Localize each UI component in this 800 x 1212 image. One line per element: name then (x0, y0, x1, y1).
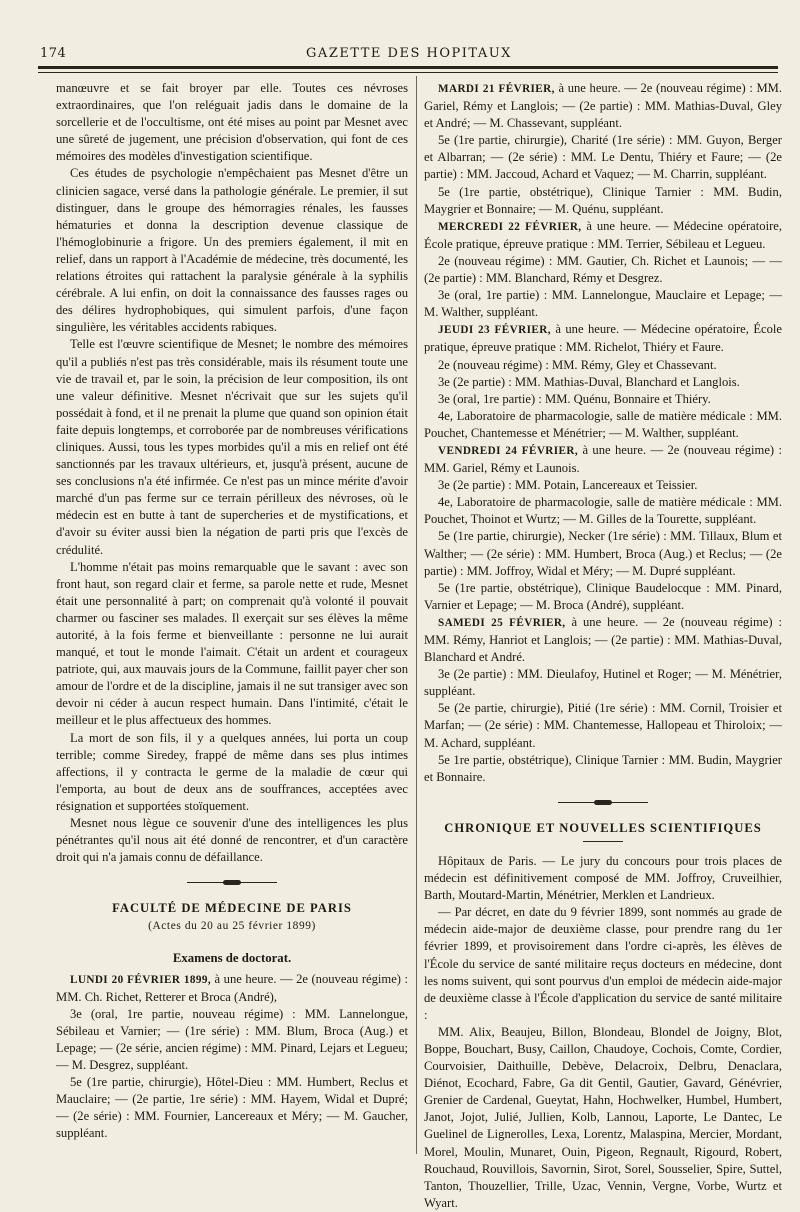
section-ornament (187, 880, 277, 886)
chronicle-title: CHRONIQUE ET NOUVELLES SCIENTIFIQUES (444, 820, 762, 835)
header-rule-thick (38, 66, 778, 69)
exam-text: à une heure. — 2e (nouveau régime) : MM. Rémy, Hanriot et Langlois; — (2e partie) : MM. Mathias-Duval, Blanchard et André. (424, 614, 782, 665)
header-rule-thin (38, 72, 778, 73)
right-column (424, 80, 782, 1210)
exam-entry (56, 1074, 408, 1142)
section-ornament (558, 800, 648, 806)
exam-text: 5e (1re partie, chirurgie), Necker (1re série) : MM. Tillaux, Blum et Walther; — (2e série) : MM. Humbert, Broca (Aug.) et Reclus; — (2e partie) : MM. Joffroy, Widal et Méry; — M. Dupré suppléant. (424, 529, 782, 578)
exam-day-label: JEUDI 23 FÉVRIER, (438, 324, 551, 337)
exam-entry (424, 752, 782, 786)
exam-entry (424, 321, 782, 356)
exam-text: 3e (2e partie) : MM. Dieulafoy, Hutinel et Roger; — M. Ménétrier, suppléant. (424, 667, 782, 699)
exam-entry (424, 80, 782, 132)
exam-entry (424, 614, 782, 666)
exam-text: à une heure. — 2e (nouveau régime) : MM. Ch. Richet, Retterer et Broca (André), (56, 971, 409, 1004)
exam-text: 5e (1re partie, chirurgie), Hôtel-Dieu : MM. Humbert, Reclus et Mauclaire; — (2e partie, 1re série) : MM. Hayem, Widal et Dupré; — (2e série) : MM. Fournier, Lancereaux et Méry; — M. Gaucher, suppléant. (56, 1075, 408, 1141)
exam-entry (424, 477, 782, 494)
exam-entry (424, 528, 782, 579)
exam-entry (424, 184, 782, 218)
exam-entry (424, 408, 782, 442)
exam-text: à une heure. — 2e (nouveau régime) : MM. Gariel, Rémy et Langlois; — (2e partie) : MM. Mathias-Duval, Gley et André; — M. Chassevant, suppléant. (424, 81, 782, 131)
chronicle-paragraph: — Par décret, en date du 9 février 1899, sont nommés au grade de médecin aide-major de deuxième classe, pour prendre rang du 1er février 1899, et provisoirement dans l'ordre ci-après, les élèves de l'École du service de santé militaire reçus docteurs en médecine, dont les noms suivent, qui sont pourvus d'un emploi de médecin aide-major de deuxième classe à l'École d'application du service de santé militaire : (424, 905, 782, 1022)
exam-text: 3e (2e partie) : MM. Potain, Lancereaux et Teissier. (438, 478, 698, 493)
exam-entry (56, 1006, 408, 1074)
exam-text: à une heure. — Médecine opératoire, École pratique, épreuve pratique : MM. Terrier, Sébileau et Legueu. (424, 218, 782, 251)
exam-text: 3e (2e partie) : MM. Mathias-Duval, Blanchard et Langlois. (438, 374, 740, 389)
exam-day-label: LUNDI 20 FÉVRIER 1899, (70, 973, 212, 986)
exam-text: 5e (2e partie, chirurgie), Pitié (1re série) : MM. Cornil, Troisier et Marfan; — (2e série) : MM. Chantemesse, Hallopeau et Thiroloix; — M. Achard, suppléant. (424, 701, 782, 750)
exam-entry (424, 580, 782, 614)
article-paragraph: L'homme n'était pas moins remarquable que le savant : avec son front haut, son regard clair et ferme, sa parole nette et rude, Mesnet était une personnalité à part; on comprenait qu'à volonté il pouvait charmer ou fasciner ses malades. Il exerçait sur ses élèves la même autorité, à la fois ferme et bienveillante : personne ne lui aurait manqué, et tout le monde l'aimait. C'était un ardent et courageux patriote, qui, aux mauvais jours de la Commune, faillit payer cher son amour de l'ordre et de la discipline, jamais il ne sut transiger avec son devoir ni céder à aucun respect humain. Dans l'intimité, c'était le meilleur et le plus affectueux des hommes. (56, 559, 408, 728)
exam-entry (424, 700, 782, 751)
running-title: GAZETTE DES HOPITAUX (306, 46, 512, 61)
chronicle-paragraph: Hôpitaux de Paris. — Le jury du concours pour trois places de médecin est définitivement composé de MM. Joffroy, Cruveilhier, Barth, Moutard-Martin, Ménétrier, Merklen et Landrieux. (424, 853, 782, 903)
exam-text: 5e (1re partie, obstétrique), Clinique Baudelocque : MM. Pinard, Varnier et Lepage; — M. Broca (André), suppléant. (424, 580, 782, 612)
exam-day-label: SAMEDI 25 FÉVRIER, (438, 616, 566, 629)
article-paragraph: Telle est l'œuvre scientifique de Mesnet; le nombre des mémoires qu'il a publiés n'est pas très considérable, mais ils résument toute une vie de travail et, par le soin, la précision de leur composition, ils ont une valeur définitive. Mesnet n'écrivait que sur les sujets qu'il possédait à fond, et il ne prenait la plume que quand son opinion était faite depuis longtemps, et corroborée par de nombreuses vérifications cliniques. Aussi, tous les types morbides qu'il a mis en relief ont été sanctionnés par les travaux ultérieurs, et, jusqu'à présent, aucune de ses conclusions n'a été infirmée. Ce n'est pas un mince mérite d'avoir marché d'un pas ferme sur ce terrain périlleux des névroses, où le médecin est en butte à tant de supercheries et de mystifications, et d'avoir su éviter aussi bien la négation de parti pris que l'excès de crédulité. (56, 337, 408, 557)
exam-text: à une heure. — Médecine opératoire, École pratique, épreuve pratique : MM. Richelot, Thiéry et Faure. (424, 322, 782, 355)
exam-entry (424, 357, 782, 374)
exam-entry (424, 287, 782, 321)
chronicle-paragraph: MM. Alix, Beaujeu, Billon, Blondeau, Blondel de Joigny, Blot, Boppe, Bouchart, Busy, Caillon, Chaudoye, Cochois, Comte, Cordier, Courvoisier, Daithuille, Debève, Delacroix, Delbru, Denaclara, Diénot, Ecochard, Fabre, Ga dit Gentil, Gautier, Gavard, Génévrier, Grenier de Cardenal, Gueytat, Hahn, Hochwelker, Humbel, Humbert, Janot, Jojot, Julié, Jullien, Kolb, Lannou, Laporte, Le Dantec, Le Guelinel de Lignerolles, Lexa, Lorentz, Malaspina, Mercier, Mordant, Morel, Moulin, Munaret, Ouin, Pigeon, Regnault, Rigourd, Robert, Rouchaud, Rouvillois, Savornin, Sirot, Sorel, Sousselier, Spire, Suttel, Tanton, Thouzellier, Trille, Uzac, Vennin, Vergne, Vorbe, Wurtz et Wyart. (424, 1024, 782, 1210)
article-paragraph: manœuvre et se fait broyer par elle. Toutes ces névroses extraordinaires, que l'on reléguait jadis dans le domaine de la sorcellerie et de l'occultisme, ont été mises au point par Mesnet avec une sûreté de jugement, une précision d'observation, qui font de ces mémoires des modèles d'investigation scientifique. (56, 81, 408, 164)
exam-entry (424, 253, 782, 287)
exam-entry (424, 391, 782, 408)
exam-entry (424, 666, 782, 700)
exam-day-label: VENDREDI 24 FÉVRIER, (438, 444, 579, 457)
exam-text: à une heure. — 2e (nouveau régime) : MM. Gariel, Rémy et Launois. (424, 442, 782, 476)
article-paragraph: Mesnet nous lègue ce souvenir d'une des intelligences les plus pénétrantes qu'il nous ait été donné de rencontrer, et d'un caractère droit qui n'a jamais connu de défaillance. (56, 816, 408, 865)
exam-text: 2e (nouveau régime) : MM. Rémy, Gley et Chassevant. (438, 357, 717, 372)
left-column (56, 80, 408, 1154)
page-number: 174 (40, 46, 67, 61)
exam-text: 4e, Laboratoire de pharmacologie, salle de matière médicale : MM. Pouchet, Thoinot et Wurtz; — M. Gilles de la Tourette, suppléant. (424, 495, 782, 527)
exam-entry (424, 132, 782, 183)
exam-entry (424, 218, 782, 253)
exam-text: 3e (oral, 1re partie) : MM. Quénu, Bonnaire et Thiéry. (438, 391, 711, 406)
exam-text: 3e (oral, 1re partie, nouveau régime) : MM. Lannelongue, Sébileau et Varnier; — (1re série) : MM. Blum, Broca (Aug.) et Lepage; — (2e série, ancien régime) : MM. Pinard, Lejars et Legueu; — M. Desgrez, suppléant. (56, 1006, 408, 1073)
exam-text: 5e (1re partie, chirurgie), Charité (1re série) : MM. Guyon, Berger et Albarran; — (2e série) : MM. Le Dentu, Thiéry et Faure; — (2e partie) : MM. Jaccoud, Achard et Vaquez; — M. Charrin, suppléant. (424, 133, 782, 182)
exam-text: 4e, Laboratoire de pharmacologie, salle de matière médicale : MM. Pouchet, Chantemesse et Ménétrier; — M. Walther, suppléant. (424, 408, 782, 440)
exam-day-label: MERCREDI 22 FÉVRIER, (438, 220, 582, 233)
exam-text: 3e (oral, 1re partie) : MM. Lannelongue, Mauclaire et Lepage; — M. Walther, suppléant. (424, 288, 782, 320)
exam-text: 5e (1re partie, obstétrique), Clinique Tarnier : MM. Budin, Maygrier et Bonnaire; — M. Quénu, suppléant. (424, 184, 782, 216)
exam-entry (424, 494, 782, 528)
exam-text: 5e 1re partie, obstétrique), Clinique Tarnier : MM. Budin, Maygrier et Bonnaire. (424, 752, 782, 784)
exam-entry (424, 442, 782, 477)
faculty-dates: (Actes du 20 au 25 février 1899) (148, 920, 316, 933)
article-paragraph: Ces études de psychologie n'empêchaient pas Mesnet d'être un clinicien sagace, versé dans la pathologie générale. Le premier, il sut distinguer, dans le groupe des hémorragies rénales, les fausses hématuries et donna la description devenue classique de l'hémoglobinurie a frigore. Un des premiers également, il mit en relief, dans un rapport à l'Académie de médecine, très documenté, les relations étroites qui rattachent la paralysie générale à la syphilis cérébrale. A lui enfin, on doit la connaissance des fausses rages ou des délires hydrophobiques, qui simulent parfois, d'une façon singulière, les véritables accidents rabiques. (56, 166, 408, 335)
exam-entry (56, 971, 408, 1006)
column-divider (416, 76, 417, 1154)
title-underline (583, 839, 623, 845)
exam-day-label: MARDI 21 FÉVRIER, (438, 83, 555, 95)
exam-text: 2e (nouveau régime) : MM. Gautier, Ch. Richet et Launois; — — (2e partie) : MM. Blanchard, Rémy et Desgrez. (424, 253, 782, 286)
article-paragraph: La mort de son fils, il y a quelques années, lui porta un coup terrible; comme Siredey, frappé de même dans ses plus intimes affections, il y contracta le germe de la maladie de cœur qui l'emporta, au bout de deux ans de souffrances, acceptées avec résignation et supportées stoïquement. (56, 730, 408, 813)
exams-title: Examens de doctorat. (172, 950, 292, 965)
faculty-title: FACULTÉ DE MÉDECINE DE PARIS (112, 901, 352, 916)
exam-entry (424, 374, 782, 391)
page-header (40, 44, 778, 66)
